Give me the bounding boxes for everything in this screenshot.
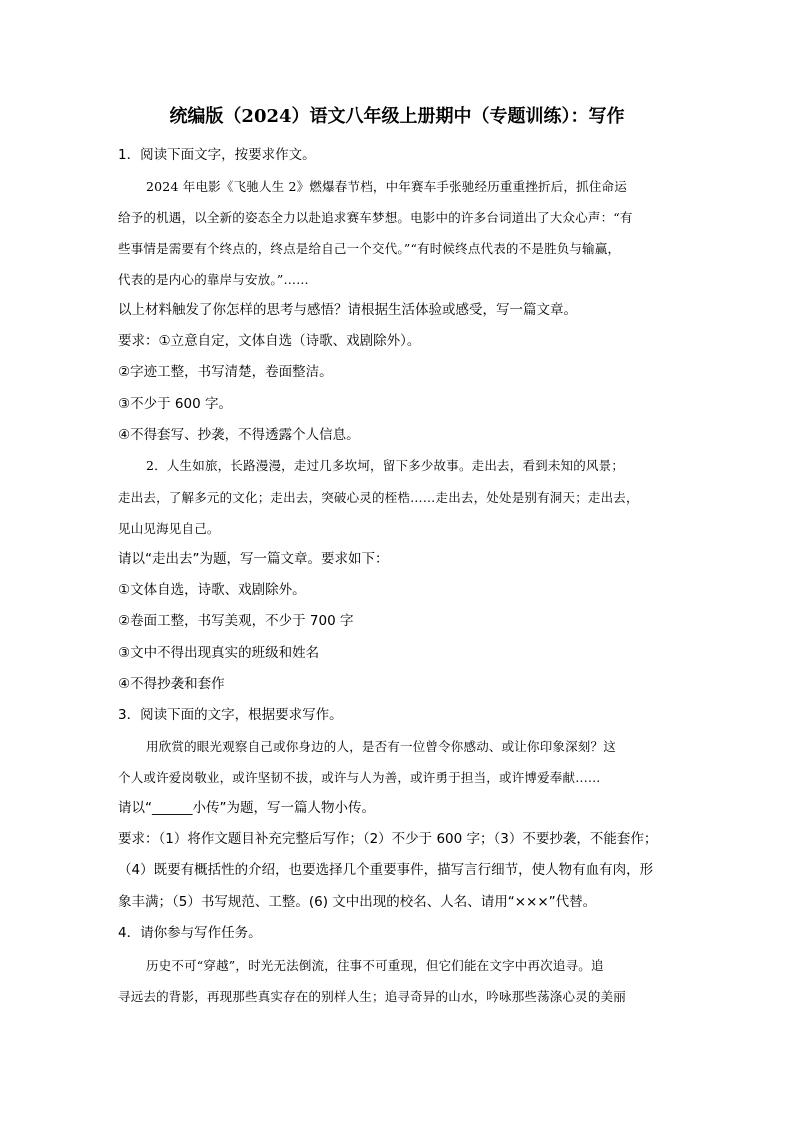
q3-material-line: 个人或许爱岗敬业，或许坚韧不拔，或许与人为善，或许勇于担当，或许博爱奉献…… <box>118 770 601 785</box>
q2-requirement: ③文中不得出现真实的班级和姓名 <box>118 645 320 661</box>
q4-material-line: 寻远去的背影，再现那些真实存在的别样人生；追寻奇异的山水，吟咏那些荡涤心灵的美丽 <box>118 989 627 1004</box>
q1-material-line: 些事情是需要有个终点的，终点是给自己一个交代。”“有时候终点代表的不是胜负与输赢， <box>118 241 621 256</box>
page-title: 统编版（2024）语文八年级上册期中（专题训练）：写作 <box>169 106 625 127</box>
q1-material-line: 2024 年电影《飞驰人生 2》燃爆春节档，中年赛车手张驰经历重重挫折后，抓住命运 <box>146 179 627 194</box>
q2-material-line: 见山见海见自己。 <box>118 521 220 536</box>
q1-material-line: 给予的机遇，以全新的姿态全力以赴追求赛车梦想。电影中的许多台词道出了大众心声：“有 <box>118 210 633 225</box>
q3-requirement: （4）既要有概括性的介绍，也要选择几个重要事件，描写言行细节，使人物有血有肉，形 <box>118 862 654 878</box>
q2-material-line: 2．人生如旅，长路漫漫，走过几多坎坷，留下多少故事。走出去，看到未知的风景； <box>146 458 625 473</box>
q2-material-line: 走出去，了解多元的文化；走出去，突破心灵的桎梏……走出去，处处是别有洞天；走出去， <box>118 490 639 505</box>
q4-material-line: 历史不可“穿越”，时光无法倒流，往事不可重现，但它们能在文字中再次追寻。追 <box>146 958 604 973</box>
q1-requirement: 要求：①立意自定，文体自选（诗歌、戏剧除外）。 <box>118 333 421 349</box>
q1-material-line: 代表的是内心的靠岸与安放。”…… <box>118 272 309 287</box>
q2-requirement: ①文体自选，诗歌、戏剧除外。 <box>118 582 306 598</box>
q2-requirement: ②卷面工整，书写美观，不少于 700 字 <box>118 613 354 629</box>
q4-heading: 4．请你参与写作任务。 <box>118 925 262 941</box>
q1-prompt: 以上材料触发了你怎样的思考与感悟？请根据生活体验或感受，写一篇文章。 <box>118 302 577 318</box>
q3-requirement: 象丰满；（5）书写规范、工整。(6) 文中出现的校名、人名、请用“×××”代替。 <box>118 894 597 910</box>
q3-requirement: 要求：（1）将作文题目补充完整后写作；（2）不少于 600 字；（3）不要抄袭，不能套作； <box>118 831 658 847</box>
q1-requirement: ②字迹工整，书写清楚，卷面整洁。 <box>118 364 333 380</box>
q2-prompt: 请以“走出去”为题，写一篇文章。要求如下： <box>118 551 389 567</box>
q2-requirement: ④不得抄袭和套作 <box>118 676 225 692</box>
q3-material-line: 用欣赏的眼光观察自己或你身边的人，是否有一位曾令你感动、或让你印象深刻？这 <box>146 739 616 754</box>
q1-requirement: ③不少于 600 字。 <box>118 396 232 412</box>
q3-heading: 3．阅读下面的文字，根据要求写作。 <box>118 707 343 723</box>
q1-heading: 1．阅读下面文字，按要求作文。 <box>118 147 316 163</box>
q3-prompt: 请以“______小传”为题，写一篇人物小传。 <box>118 800 375 816</box>
q1-requirement: ④不得套写、抄袭，不得透露个人信息。 <box>118 427 360 443</box>
